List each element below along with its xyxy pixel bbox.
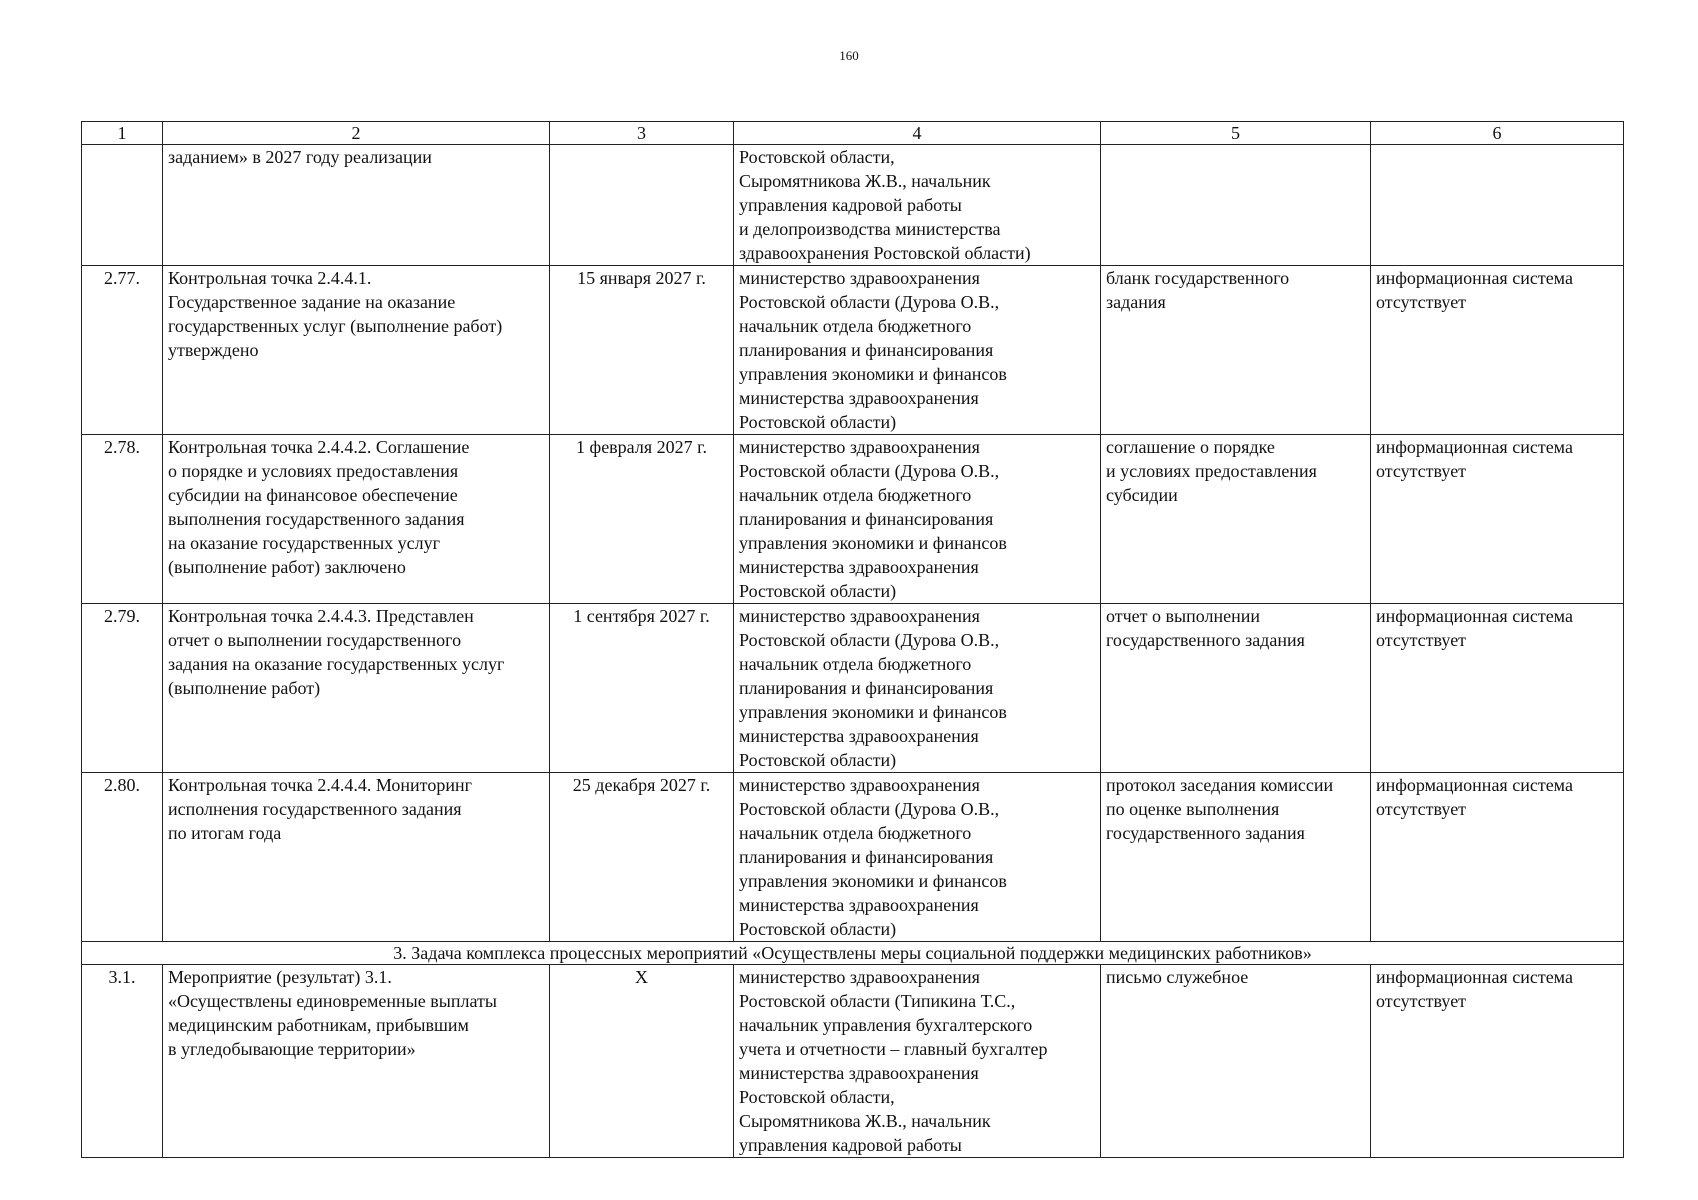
cell-number (82, 145, 163, 266)
table-row-continuation (82, 145, 1624, 266)
cell-name: Контрольная точка 2.4.4.4. Мониторинг исполнения государственного задания по итогам года (163, 773, 550, 942)
table-row (82, 266, 1624, 435)
cell-number: 2.77. (82, 266, 163, 435)
cell-number: 2.79. (82, 604, 163, 773)
cell-date: 15 января 2027 г. (550, 266, 734, 435)
page-number: 160 (839, 48, 859, 63)
cell-document: бланк государственного задания (1101, 266, 1371, 435)
cell-responsible: министерство здравоохранения Ростовской области (Дурова О.В., начальник отдела бюджетного планирования и финансирования управления экономики и финансов министерства здравоохранения Ростовской области) (734, 435, 1101, 604)
cell-system: информационная система отсутствует (1371, 266, 1624, 435)
cell-responsible: министерство здравоохранения Ростовской области (Дурова О.В., начальник отдела бюджетного планирования и финансирования управления экономики и финансов министерства здравоохранения Ростовской области) (734, 604, 1101, 773)
cell-name: Контрольная точка 2.4.4.2. Соглашение о порядке и условиях предоставления субсидии на финансовое обеспечение выполнения государственного задания на оказание государственных услуг (выполнение работ) заключено (163, 435, 550, 604)
column-header: 4 (734, 122, 1101, 145)
column-header: 6 (1371, 122, 1624, 145)
cell-responsible: министерство здравоохранения Ростовской области (Типикина Т.С., начальник управления бухгалтерского учета и отчетности – главный бухгалтер министерства здравоохранения Ростовской области, Сыромятникова Ж.В., начальник управления кадровой работы (734, 965, 1101, 1158)
cell-system (1371, 145, 1624, 266)
cell-date: 1 февраля 2027 г. (550, 435, 734, 604)
cell-document: протокол заседания комиссии по оценке выполнения государственного задания (1101, 773, 1371, 942)
table-row (82, 435, 1624, 604)
column-header: 5 (1101, 122, 1371, 145)
column-header: 2 (163, 122, 550, 145)
cell-document: письмо служебное (1101, 965, 1371, 1158)
cell-number: 2.78. (82, 435, 163, 604)
cell-date: 25 декабря 2027 г. (550, 773, 734, 942)
cell-date (550, 145, 734, 266)
cell-name: Контрольная точка 2.4.4.1. Государственное задание на оказание государственных услуг (выполнение работ) утверждено (163, 266, 550, 435)
column-header: 1 (82, 122, 163, 145)
table-header-row (82, 122, 1624, 145)
cell-name: Мероприятие (результат) 3.1. «Осуществлены единовременные выплаты медицинским работникам, прибывшим в угледобывающие территории» (163, 965, 550, 1158)
cell-number: 3.1. (82, 965, 163, 1158)
cell-name: Контрольная точка 2.4.4.3. Представлен отчет о выполнении государственного задания на оказание государственных услуг (выполнение работ) (163, 604, 550, 773)
table-row (82, 965, 1624, 1158)
cell-number: 2.80. (82, 773, 163, 942)
cell-responsible: министерство здравоохранения Ростовской области (Дурова О.В., начальник отдела бюджетного планирования и финансирования управления экономики и финансов министерства здравоохранения Ростовской области) (734, 773, 1101, 942)
cell-date: Х (550, 965, 734, 1158)
section-title: 3. Задача комплекса процессных мероприятий «Осуществлены меры социальной поддержки медицинских работников» (82, 942, 1624, 965)
cell-document: отчет о выполнении государственного задания (1101, 604, 1371, 773)
cell-date: 1 сентября 2027 г. (550, 604, 734, 773)
cell-document (1101, 145, 1371, 266)
table-row (82, 773, 1624, 942)
cell-responsible: Ростовской области, Сыромятникова Ж.В., начальник управления кадровой работы и делопроизводства министерства здравоохранения Ростовской области) (734, 145, 1101, 266)
section-row (82, 942, 1624, 965)
cell-system: информационная система отсутствует (1371, 604, 1624, 773)
measures-table (81, 121, 1624, 1158)
cell-name: заданием» в 2027 году реализации (163, 145, 550, 266)
cell-system: информационная система отсутствует (1371, 435, 1624, 604)
cell-document: соглашение о порядке и условиях предоставления субсидии (1101, 435, 1371, 604)
cell-system: информационная система отсутствует (1371, 965, 1624, 1158)
cell-responsible: министерство здравоохранения Ростовской области (Дурова О.В., начальник отдела бюджетного планирования и финансирования управления экономики и финансов министерства здравоохранения Ростовской области) (734, 266, 1101, 435)
column-header: 3 (550, 122, 734, 145)
table-row (82, 604, 1624, 773)
cell-system: информационная система отсутствует (1371, 773, 1624, 942)
